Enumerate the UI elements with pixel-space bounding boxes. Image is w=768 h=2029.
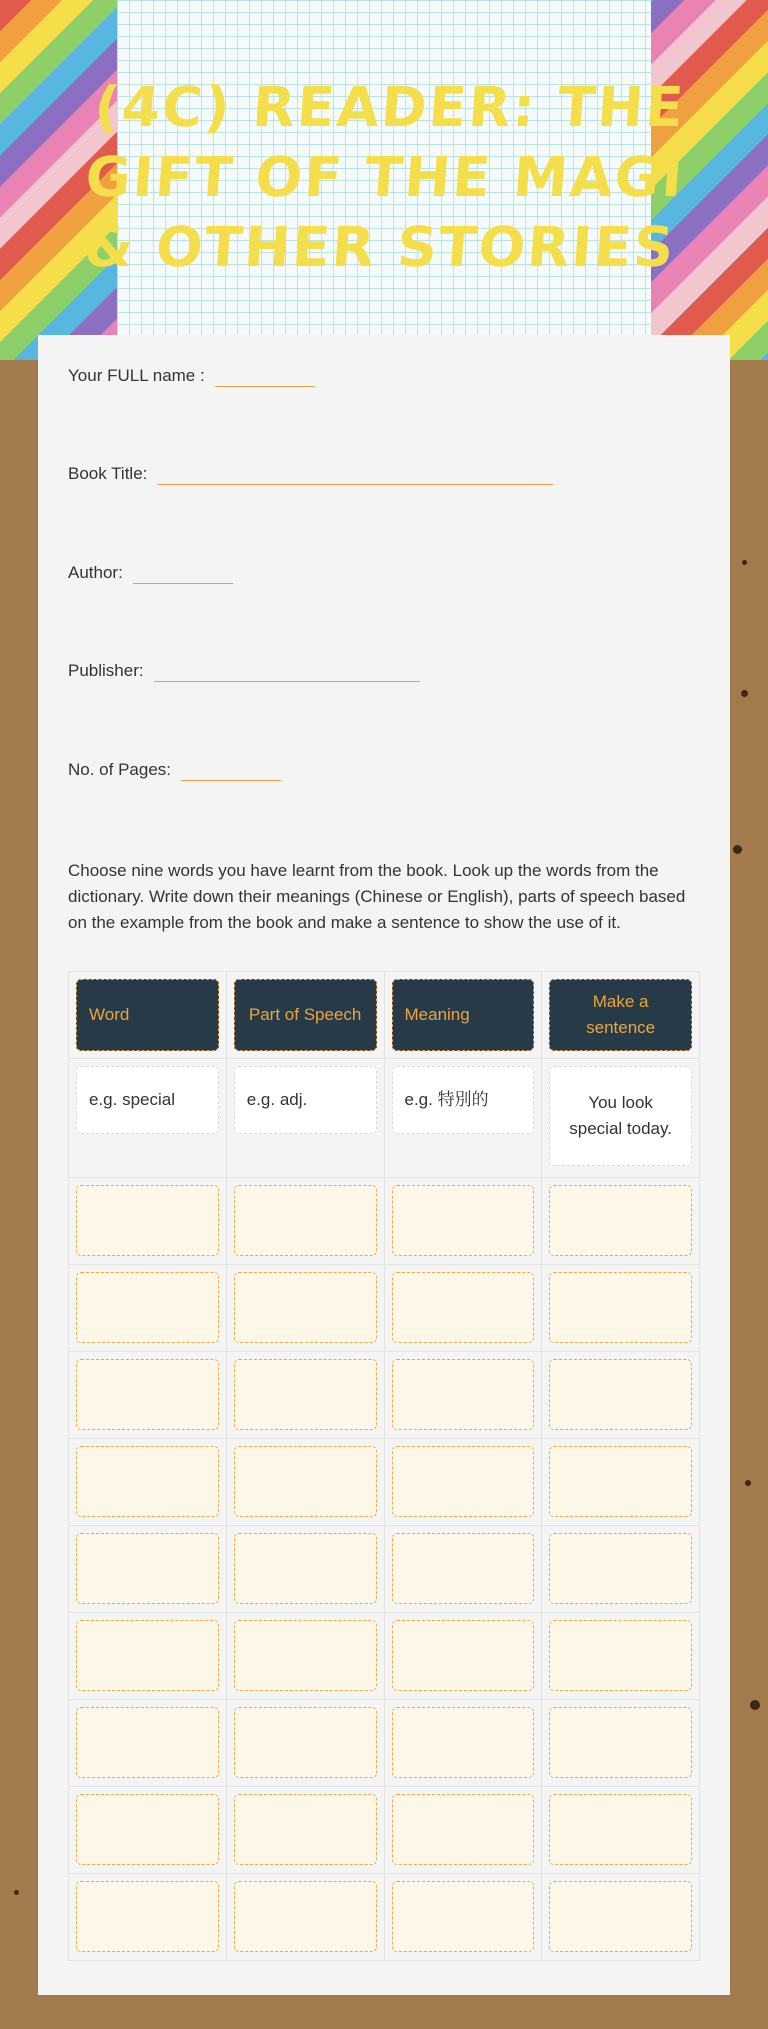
field-pages	[68, 759, 281, 781]
field-author	[68, 562, 233, 584]
answer-sentence-input[interactable]	[549, 1794, 692, 1865]
field-publisher	[68, 660, 420, 682]
background-speck	[750, 1700, 760, 1710]
answer-part-of-speech-input[interactable]	[234, 1272, 377, 1343]
table-row	[69, 1874, 700, 1961]
vocabulary-table	[68, 971, 700, 1961]
table-row	[69, 1439, 700, 1526]
publisher-input[interactable]	[154, 660, 420, 682]
answer-word-input[interactable]	[76, 1533, 219, 1604]
answer-part-of-speech-input[interactable]	[234, 1707, 377, 1778]
table-row	[69, 1526, 700, 1613]
author-input[interactable]	[133, 562, 233, 584]
header-make-sentence: Make a sentence	[549, 979, 692, 1051]
table-row	[69, 1787, 700, 1874]
background-speck	[733, 845, 742, 854]
table-row	[69, 1352, 700, 1439]
answer-meaning-input[interactable]	[392, 1533, 535, 1604]
answer-sentence-input[interactable]	[549, 1185, 692, 1256]
field-label: Your FULL name :	[68, 366, 205, 385]
example-meaning: e.g. 特別的	[392, 1066, 535, 1134]
answer-word-input[interactable]	[76, 1881, 219, 1952]
answer-meaning-input[interactable]	[392, 1359, 535, 1430]
answer-meaning-input[interactable]	[392, 1272, 535, 1343]
table-header-row	[69, 972, 700, 1059]
field-label: No. of Pages:	[68, 760, 172, 779]
background-speck	[745, 1480, 751, 1486]
answer-meaning-input[interactable]	[392, 1881, 535, 1952]
header-banner	[0, 0, 768, 360]
field-full-name	[68, 365, 315, 387]
background-speck	[742, 560, 747, 565]
answer-meaning-input[interactable]	[392, 1707, 535, 1778]
table-row	[69, 1178, 700, 1265]
answer-meaning-input[interactable]	[392, 1620, 535, 1691]
answer-part-of-speech-input[interactable]	[234, 1794, 377, 1865]
header-meaning: Meaning	[392, 979, 535, 1051]
answer-word-input[interactable]	[76, 1272, 219, 1343]
header-word: Word	[76, 979, 219, 1051]
answer-word-input[interactable]	[76, 1359, 219, 1430]
answer-sentence-input[interactable]	[549, 1707, 692, 1778]
example-sentence: You look special today.	[549, 1066, 692, 1166]
table-row	[69, 1700, 700, 1787]
answer-part-of-speech-input[interactable]	[234, 1881, 377, 1952]
field-label: Author:	[68, 563, 123, 582]
worksheet-card	[38, 335, 730, 1995]
example-word: e.g. special	[76, 1066, 219, 1134]
answer-part-of-speech-input[interactable]	[234, 1620, 377, 1691]
worksheet-title: (4C) READER: THE GIFT OF THE MAGI & OTHER STORIES	[82, 75, 688, 279]
full-name-input[interactable]	[215, 365, 315, 387]
background-speck	[14, 1890, 19, 1895]
background-speck	[741, 690, 748, 697]
field-label: Book Title:	[68, 464, 148, 483]
header-part-of-speech: Part of Speech	[234, 979, 377, 1051]
instructions-text: Choose nine words you have learnt from the book. Look up the words from the dictionary. Write down their meanings (Chinese or English), parts of speech based on the example from the book and make a sentence to show the use of it.	[68, 861, 686, 932]
answer-meaning-input[interactable]	[392, 1185, 535, 1256]
answer-meaning-input[interactable]	[392, 1794, 535, 1865]
answer-sentence-input[interactable]	[549, 1446, 692, 1517]
answer-part-of-speech-input[interactable]	[234, 1185, 377, 1256]
table-example-row	[69, 1059, 700, 1178]
answer-part-of-speech-input[interactable]	[234, 1533, 377, 1604]
answer-sentence-input[interactable]	[549, 1881, 692, 1952]
table-row	[69, 1613, 700, 1700]
answer-word-input[interactable]	[76, 1446, 219, 1517]
field-book-title	[68, 463, 553, 485]
answer-part-of-speech-input[interactable]	[234, 1446, 377, 1517]
answer-sentence-input[interactable]	[549, 1272, 692, 1343]
field-label: Publisher:	[68, 661, 144, 680]
table-row	[69, 1265, 700, 1352]
answer-word-input[interactable]	[76, 1620, 219, 1691]
answer-sentence-input[interactable]	[549, 1533, 692, 1604]
answer-word-input[interactable]	[76, 1794, 219, 1865]
book-title-input[interactable]	[157, 463, 553, 485]
answer-word-input[interactable]	[76, 1707, 219, 1778]
answer-meaning-input[interactable]	[392, 1446, 535, 1517]
answer-sentence-input[interactable]	[549, 1620, 692, 1691]
example-part-of-speech: e.g. adj.	[234, 1066, 377, 1134]
answer-sentence-input[interactable]	[549, 1359, 692, 1430]
pages-input[interactable]	[181, 759, 281, 781]
answer-part-of-speech-input[interactable]	[234, 1359, 377, 1430]
answer-rows	[69, 1178, 700, 1961]
answer-word-input[interactable]	[76, 1185, 219, 1256]
